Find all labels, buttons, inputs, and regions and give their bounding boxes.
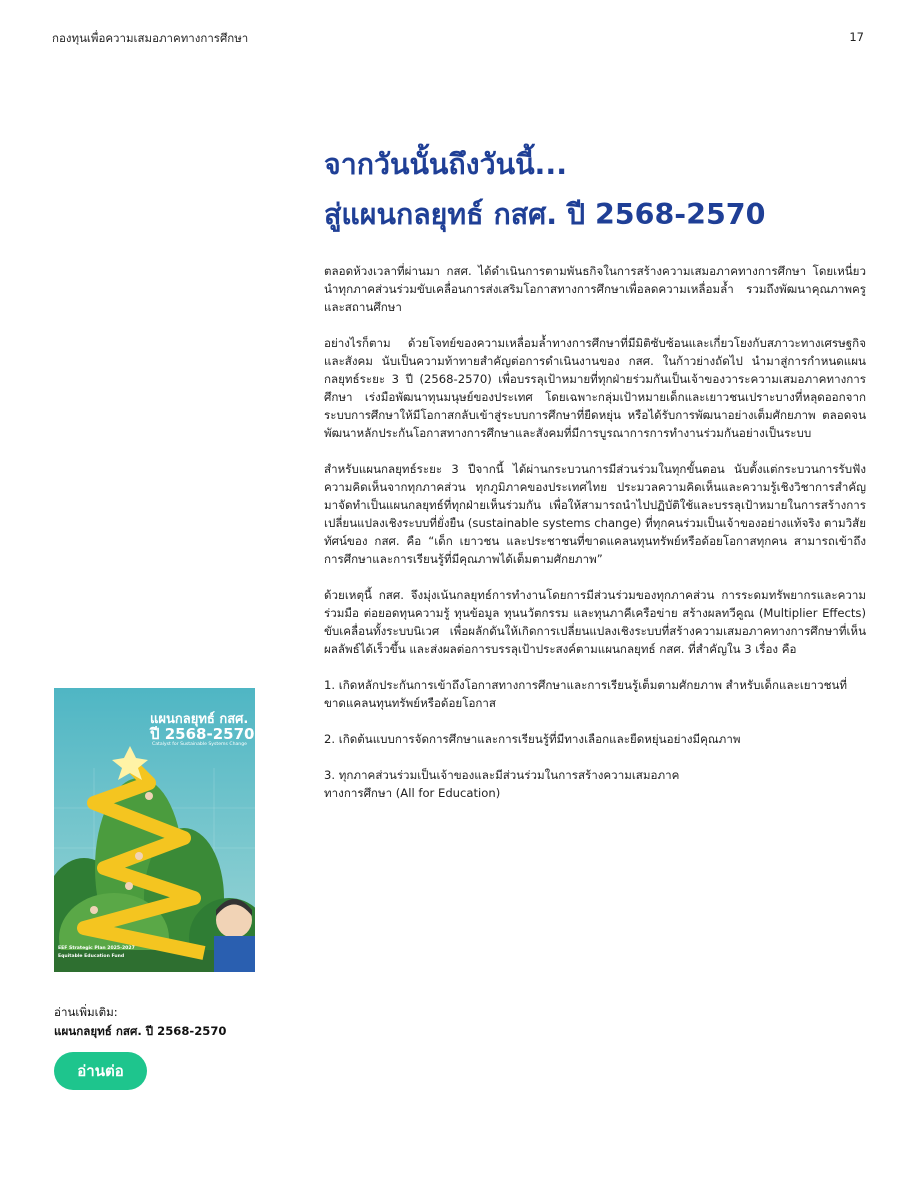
list-item-2: 2. เกิดต้นแบบการจัดการศึกษาและการเรียนรู้ที่มีทางเลือกและยืดหยุ่นอย่างมีคุณภาพ [324,732,741,746]
page-title [324,140,884,240]
cover-subtitle: Catalyst for Sustainable Systems Change [152,742,247,747]
cover-footer-1: EEF Strategic Plan 2025-2027 [58,946,135,951]
read-more-title: แผนกลยุทธ์ กสศ. ปี 2568-2570 [54,1024,227,1038]
list-item-3 [324,766,866,802]
article-body [324,262,866,802]
paragraph-3: สำหรับแผนกลยุทธ์ระยะ 3 ปีจากนี้ ได้ผ่านกระบวนการมีส่วนร่วมในทุกขั้นตอน นับตั้งแต่กระบวนการรับฟังความคิดเห็นจากทุกภาคส่วน ทุกภูมิภาคของประเทศไทย ประมวลความคิดเห็นและความรู้เชิงวิชาการสำคัญมาจัดทำเป็นแผนกลยุทธ์ที่ทุกฝ่ายเห็นร่วมกัน เพื่อให้สามารถนำไปปฏิบัติใช้และบรรลุเป้าหมายในการสร้างการเปลี่ยนแปลงเชิงระบบที่ยั่งยืน (sustainable systems change) ที่ทุกคนร่วมเป็นเจ้าของอย่างแท้จริง ตามวิสัยทัศน์ของ กสศ. คือ “เด็ก เยาวชน และประชาชนที่ขาดแคลนทุนทรัพย์หรือด้อยโอกาสทุกคน สามารถเข้าถึงการศึกษาและการเรียนรู้ที่มีคุณภาพได้เต็มตามศักยภาพ” [324,462,866,566]
page-number: 17 [849,30,864,44]
cover-footer-2: Equitable Education Fund [58,954,125,959]
cover-title-line-2: ปี 2568-2570 [150,725,255,743]
paragraph-2: อย่างไรก็ตาม ด้วยโจทย์ของความเหลื่อมล้ำทางการศึกษาที่มีมิติซับซ้อนและเกี่ยวโยงกับสภาวะทางเศรษฐกิจและสังคม นับเป็นความท้าทายสำคัญต่อการดำเนินงานของ กสศ. ในก้าวย่างถัดไป นำมาสู่การกำหนดแผนกลยุทธ์ระยะ 3 ปี (2568-2570) เพื่อบรรลุเป้าหมายที่ทุกฝ่ายร่วมกันเป็นเจ้าของวาระความเสมอภาคทางการศึกษา เร่งมือพัฒนาทุนมนุษย์ของประเทศ โดยเฉพาะกลุ่มเป้าหมายเด็กและเยาวชนเปราะบางที่หลุดออกจากระบบการศึกษาให้มีโอกาสกลับเข้าสู่ระบบการศึกษาที่ยืดหยุ่น หรือได้รับการพัฒนาอย่างเต็มศักยภาพ ตลอดจนพัฒนาหลักประกันโอกาสทางการศึกษาและสังคมที่มีการบูรณาการการทำงานร่วมกันอย่างเป็นระบบ [324,336,866,440]
cover-title [150,712,254,742]
paragraph-4: ด้วยเหตุนี้ กสศ. จึงมุ่งเน้นกลยุทธ์การทำงานโดยการมีส่วนร่วมของทุกภาคส่วน การระดมทรัพยากรและความร่วมมือ ต่อยอดทุนความรู้ ทุนข้อมูล ทุนนวัตกรรม และทุนภาคีเครือข่าย สร้างผลทวีคูณ (Multiplier Effects) ขับเคลื่อนทั้งระบบนิเวศ เพื่อผลักดันให้เกิดการเปลี่ยนแปลงเชิงระบบที่สร้างความเสมอภาคทางการศึกษาที่เห็นผลลัพธ์ได้เร็วขึ้น และส่งผลต่อการบรรลุเป้าประสงค์ตามแผนกลยุทธ์ กสศ. ที่สำคัญใน 3 เรื่อง คือ [324,588,866,656]
list-item-1: 1. เกิดหลักประกันการเข้าถึงโอกาสทางการศึกษาและการเรียนรู้เต็มตามศักยภาพ สำหรับเด็กและเยาวชนที่ขาดแคลนทุนทรัพย์หรือด้อยโอกาส [324,678,848,710]
running-header: กองทุนเพื่อความเสมอภาคทางการศึกษา [52,31,249,45]
read-more-button[interactable]: อ่านต่อ [54,1052,147,1090]
list-item-3-text: 3. ทุกภาคส่วนร่วมเป็นเจ้าของและมีส่วนร่วมในการสร้างความเสมอภาค [324,768,680,782]
cover-title-line-1: แผนกลยุทธ์ กสศ. [150,712,249,727]
strategic-plan-cover-image[interactable] [54,688,255,972]
title-line-2: สู่แผนกลยุทธ์ กสศ. ปี 2568-2570 [324,198,766,231]
read-more-caption [54,1003,227,1041]
read-more-label: อ่านเพิ่มเติม: [54,1005,118,1019]
title-line-1: จากวันนั้นถึงวันนี้... [324,148,568,181]
paragraph-1: ตลอดห้วงเวลาที่ผ่านมา กสศ. ได้ดำเนินการตามพันธกิจในการสร้างความเสมอภาคทางการศึกษา โดยเหนี่ยวนำทุกภาคส่วนร่วมขับเคลื่อนการส่งเสริมโอกาสทางการศึกษาเพื่อลดความเหลื่อมล้ำ รวมถึงพัฒนาคุณภาพครูและสถานศึกษา [324,264,866,314]
list-item-3-cont: ทางการศึกษา (All for Education) [324,786,501,800]
